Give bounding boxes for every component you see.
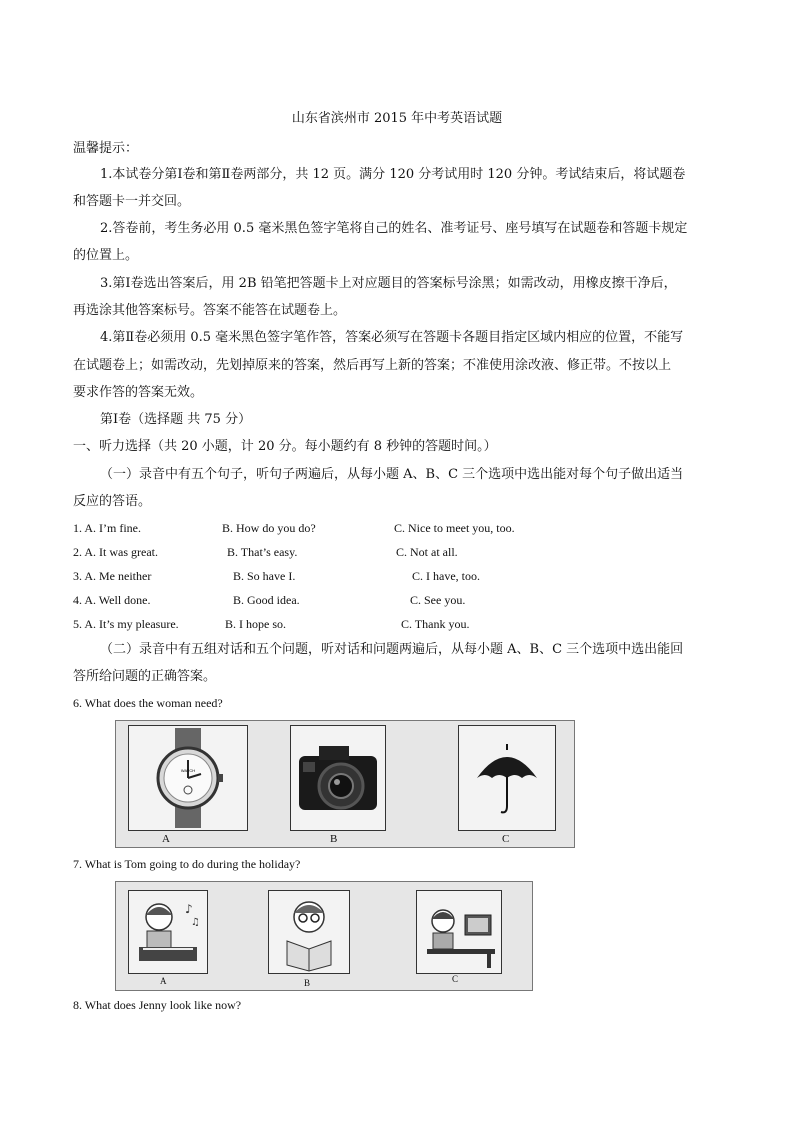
q4-option-c: C. See you. [410,593,466,607]
notice-item-1: 1.本试卷分第Ⅰ卷和第Ⅱ卷两部分，共 12 页。满分 120 分考试用时 120 分钟。考试结束后，将试题卷 [100,167,686,182]
sub-instruction-1-cont: 反应的答语。 [73,494,152,509]
q6-label-b: B [330,833,338,845]
notice-item-1-cont: 和答题卡一并交回。 [73,194,191,209]
q5-option-a: 5. A. It’s my pleasure. [73,617,179,631]
q1-option-a: 1. A. I’m fine. [73,521,141,535]
piano-picture [128,890,208,974]
notice-item-2-cont: 的位置上。 [73,248,139,263]
part-heading: 一、听力选择（共 20 小题，计 20 分。每小题约有 8 秒钟的答题时间。） [73,439,497,454]
q1-option-b: B. How do you do? [222,521,316,535]
notice-heading: 温馨提示： [73,141,139,156]
q5-option-b: B. I hope so. [225,617,286,631]
q3-option-a: 3. A. Me neither [73,569,152,583]
q6-label-c: C [502,833,510,845]
q7-label-a: A [160,976,167,986]
notice-item-3-cont: 再选涂其他答案标号。答案不能答在试题卷上。 [73,303,347,318]
notice-item-3: 3.第Ⅰ卷选出答案后，用 2B 铅笔把答题卡上对应题目的答案标号涂黑；如需改动，用橡皮擦干净后， [100,276,677,291]
q1-option-c: C. Nice to meet you, too. [394,521,515,535]
q5-option-c: C. Thank you. [401,617,470,631]
notice-item-4-cont: 在试题卷上；如需改动，先划掉原来的答案，然后再写上新的答案；不准使用涂改液、修正带。不按以上 [73,358,672,373]
q2-option-a: 2. A. It was great. [73,545,158,559]
reading-picture [268,890,350,974]
camera-picture [290,725,386,831]
computer-picture [416,890,502,974]
q7-label-c: C [452,974,459,984]
camera-icon [291,726,385,830]
notice-item-2: 2.答卷前，考生务必用 0.5 毫米黑色签字笔将自己的姓名、准考证号、座号填写在试题卷和答题卡规定 [100,221,688,236]
umbrella-picture [458,725,556,831]
q7-image-strip [115,881,533,991]
sub-instruction-2: （二）录音中有五组对话和五个问题，听对话和问题两遍后，从每小题 A、B、C 三个选项中选出能回 [100,642,684,657]
reading-boy-icon [269,891,349,973]
q4-option-b: B. Good idea. [233,593,300,607]
sub-instruction-2-cont: 答所给问题的正确答案。 [73,669,217,684]
watch-picture [128,725,248,831]
q4-option-a: 4. A. Well done. [73,593,151,607]
q7-text: 7. What is Tom going to do during the holiday? [73,857,301,871]
q3-option-b: B. So have I. [233,569,296,583]
computer-girl-icon [417,891,501,973]
q6-text: 6. What does the woman need? [73,696,223,710]
piano-boy-icon [129,891,207,973]
section-header: 第Ⅰ卷（选择题 共 75 分） [100,412,252,427]
q8-text: 8. What does Jenny look like now? [73,998,242,1012]
q7-label-b: B [304,978,311,988]
q2-option-b: B. That’s easy. [227,545,298,559]
notice-item-4: 4.第Ⅱ卷必须用 0.5 毫米黑色签字笔作答，答案必须写在答题卡各题目指定区域内相应的位置，不能写 [100,330,684,345]
watch-icon [129,726,247,830]
page-title: 山东省滨州市 2015 年中考英语试题 [291,111,503,126]
sub-instruction-1: （一）录音中有五个句子，听句子两遍后，从每小题 A、B、C 三个选项中选出能对每个句子做出适当 [100,467,684,482]
watch-brand-text: WATCH [180,768,196,773]
umbrella-icon [459,726,555,830]
notice-item-4-cont2: 要求作答的答案无效。 [73,385,204,400]
q6-label-a: A [162,833,170,845]
svg-text:♫: ♫ [191,917,200,928]
q2-option-c: C. Not at all. [396,545,458,559]
q6-image-strip [115,720,575,848]
q3-option-c: C. I have, too. [412,569,480,583]
svg-text:♪: ♪ [185,902,193,916]
